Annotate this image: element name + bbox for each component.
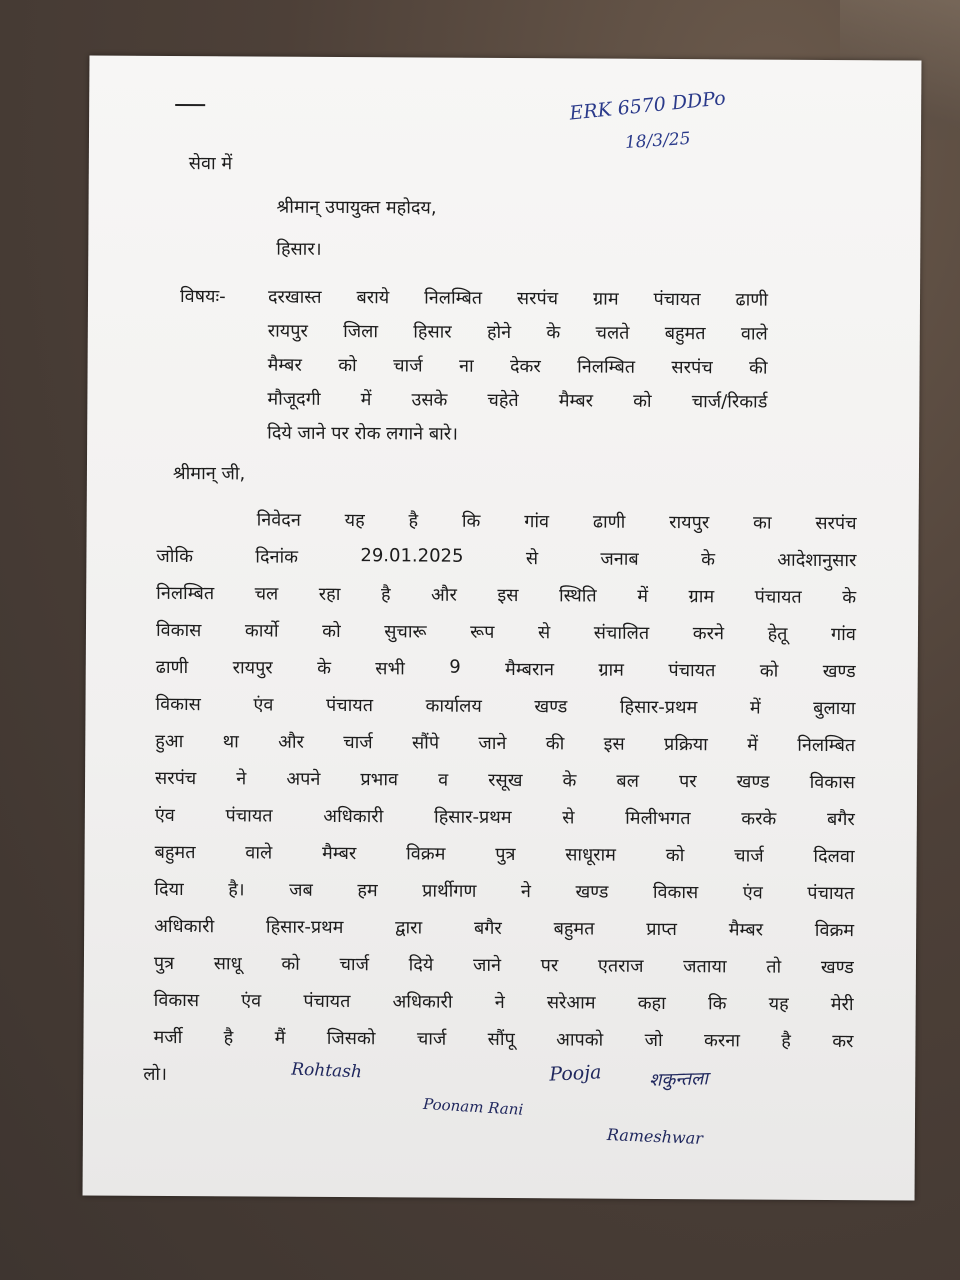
body-line: एंव पंचायत अधिकारी हिसार-प्रथम से मिलीभगत करके बगैर — [154, 804, 855, 831]
body-line: निलम्बित चल रहा है और इस स्थिति में ग्राम पंचायत के — [156, 582, 857, 609]
body-line: बहुमत वाले मैम्बर विक्रम पुत्र साधूराम को चार्ज दिलवा — [154, 841, 855, 868]
subject-label: विषयः- — [179, 286, 226, 308]
top-dash-mark — [175, 104, 205, 106]
signature-2: Poonam Rani — [422, 1094, 524, 1119]
body-line: पुत्र साधू को चार्ज दिये जाने पर एतराज जताया तो खण्ड — [153, 952, 854, 979]
body-line: विकास कार्यो को सुचारू रूप से संचालित करने हेतू गांव — [155, 619, 856, 646]
body-line: ढाणी रायपुर के सभी 9 मैम्बरान ग्राम पंचायत को खण्ड — [155, 656, 856, 683]
signature-1: Rohtash — [290, 1059, 363, 1083]
body-line: दिया है। जब हम प्रार्थीगण ने खण्ड विकास एंव पंचायत — [154, 878, 855, 905]
body-line: विकास एंव पंचायत अधिकारी ने सरेआम कहा कि यह मेरी — [153, 989, 854, 1016]
receipt-stamp-date: 18/3/25 — [624, 128, 692, 154]
recipient-city: हिसार। — [276, 238, 322, 260]
recipient-title: श्रीमान् उपायुक्त महोदय, — [276, 196, 437, 219]
subject-line: मैम्बर को चार्ज ना देकर निलम्बित सरपंच की — [267, 354, 768, 379]
salutation-to: सेवा में — [188, 153, 233, 175]
body-line: निवेदन यह है कि गांव ढाणी रायपुर का सरपंच — [256, 509, 857, 535]
subject-line: रायपुर जिला हिसार होने के चलते बहुमत वाले — [267, 320, 768, 345]
body-last-word: लो। — [143, 1063, 168, 1085]
signature-3: Pooja — [548, 1061, 602, 1086]
body-line: जोकि दिनांक 29.01.2025 से जनाब के आदेशानुसार — [156, 545, 857, 572]
receipt-stamp-number: ERK 6570 DDPo — [568, 87, 727, 125]
greeting: श्रीमान् जी, — [172, 462, 246, 485]
signature-5: Rameshwar — [606, 1124, 704, 1148]
subject-line: मौजूदगी में उसके चहेते मैम्बर को चार्ज/रिकार्ड — [267, 388, 768, 413]
subject-line: दरखास्त बराये निलम्बित सरपंच ग्राम पंचायत ढाणी — [267, 286, 769, 311]
subject-line: दिये जाने पर रोक लगाने बारे। — [267, 422, 459, 445]
signature-4: शकुन्तला — [648, 1068, 709, 1091]
body-line: विकास एंव पंचायत कार्यालय खण्ड हिसार-प्रथम में बुलाया — [155, 693, 856, 720]
body-line: सरपंच ने अपने प्रभाव व रसूख के बल पर खण्ड विकास — [155, 767, 856, 794]
body-line: मर्जी है मैं जिसको चार्ज सौंपू आपको जो करना है कर — [153, 1026, 854, 1053]
body-line: हुआ था और चार्ज सौंपे जाने की इस प्रक्रिया में निलम्बित — [155, 730, 856, 757]
letter-page — [83, 55, 922, 1200]
body-line: अधिकारी हिसार-प्रथम द्वारा बगैर बहुमत प्राप्त मैम्बर विक्रम — [154, 915, 855, 942]
